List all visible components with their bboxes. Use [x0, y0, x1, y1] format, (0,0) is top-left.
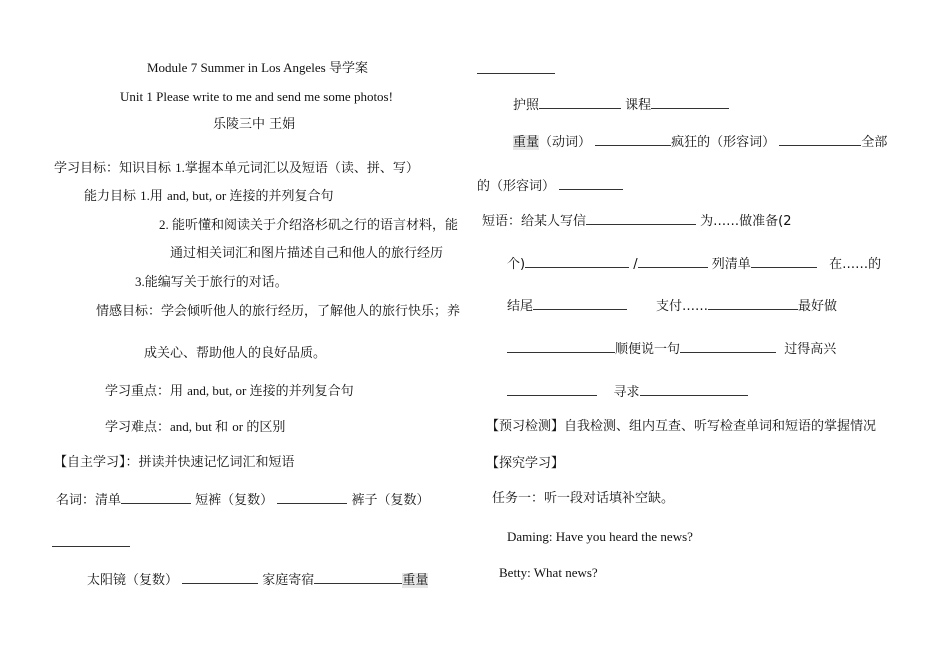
text: 能听懂和阅读关于介绍洛杉矶之行的语言材料，能 [172, 218, 459, 233]
blank-whole[interactable] [559, 177, 623, 190]
nouns-line-1 [56, 491, 429, 509]
blank-list[interactable] [121, 491, 191, 504]
document-title [147, 60, 368, 77]
blank-trousers[interactable] [52, 534, 130, 547]
emotion-objective: 情感目标：学会倾听他人的旅行经历，了解他人的旅行快乐；养 [96, 304, 461, 319]
phrase-had-better: 最好做 [797, 299, 837, 314]
en1: and, but [170, 419, 216, 434]
conjunctions: and, but, or [167, 188, 230, 203]
phrase-end-of: 在……的 [829, 257, 882, 272]
word-course: 课程 [625, 98, 652, 113]
num: 1. [175, 160, 185, 175]
ability-objective-2 [159, 217, 458, 234]
word-passport: 护照 [513, 98, 540, 113]
blank-by-the-way[interactable] [680, 340, 776, 353]
nouns-label: 名词： [56, 493, 96, 508]
pre: 用 [149, 189, 168, 204]
phrases-line-5 [507, 383, 748, 401]
label: 学习目标：知识目标 [54, 161, 176, 176]
label: 学习重点： [105, 384, 171, 399]
word-whole: 全部 [861, 135, 888, 150]
blank-homestay[interactable] [314, 571, 402, 584]
adj-label: 的（形容词） [477, 179, 556, 194]
phrase-by-the-way: 顺便说一句 [615, 342, 681, 357]
preview-check-heading: 【预习检测】自我检测、组内互查、听写检查单词和短语的掌握情况 [486, 419, 877, 434]
pre: 用 [170, 384, 188, 399]
label: 能力目标 [84, 189, 141, 204]
phrase-prepare-for: 为……做准备(2 [700, 214, 792, 229]
blank-weight[interactable] [477, 61, 555, 74]
emotion-objective-cont: 成关心、帮助他人的良好品质。 [144, 346, 327, 361]
learning-difficulty [105, 419, 285, 436]
post: 连接的并列复合句 [249, 384, 354, 399]
num: 1. [140, 188, 150, 203]
blank-write-to[interactable] [586, 212, 696, 225]
word-list: 清单 [95, 493, 122, 508]
adj-whole-cont [477, 177, 623, 195]
word-homestay: 家庭寄宿 [262, 573, 315, 588]
blank-weigh[interactable] [595, 133, 671, 146]
dialogue-line-2: Betty: What news? [499, 565, 598, 580]
blank-have-fun[interactable] [507, 383, 597, 396]
blank-sunglasses[interactable] [182, 571, 258, 584]
en2: or [232, 419, 247, 434]
blank-passport[interactable] [539, 96, 621, 109]
label: 学习难点： [105, 420, 171, 435]
learning-focus [105, 383, 354, 400]
phrase-write-to: 给某人写信 [521, 214, 587, 229]
blank-end-of[interactable] [533, 297, 627, 310]
text: 能编写关于旅行的对话。 [144, 275, 288, 290]
task-1: 任务一：听一段对话填补空缺。 [492, 491, 675, 506]
ability-objective-2-cont: 通过相关词汇和图片描述自己和他人的旅行经历 [170, 246, 444, 261]
unit-title: Unit 1 Please write to me and send me some photos! [120, 89, 393, 104]
phrases-line-3 [507, 297, 837, 315]
ability-objective-3 [135, 274, 288, 291]
dialogue-line-1: Daming: Have you heard the news? [507, 529, 693, 544]
word-weigh: 重量 [513, 135, 540, 150]
nouns-line-3 [87, 571, 428, 589]
post: 连接的并列复合句 [229, 189, 334, 204]
num: 2. [159, 217, 172, 232]
blank-prepare-1[interactable] [525, 255, 629, 268]
nouns-line-2 [52, 534, 130, 552]
verb-label: （动词） [539, 135, 592, 150]
self-study-heading: 【自主学习】：拼读并快速记忆词汇和短语 [54, 455, 295, 470]
phrase-end-of-cont: 结尾 [507, 299, 534, 314]
knowledge-objective [54, 160, 419, 177]
word-weight: 重量 [402, 573, 429, 588]
weight-blank-line [477, 61, 555, 79]
blank-prepare-2[interactable] [638, 255, 708, 268]
explore-heading: 【探究学习】 [486, 456, 565, 471]
word-trousers: 裤子（复数） [351, 493, 430, 508]
phrase-look-for: 寻求 [613, 385, 640, 400]
conjunctions: and, but, or [187, 383, 250, 398]
phrase-make-list: 列清单 [711, 257, 751, 272]
phrase-prepare-count: 个) [507, 257, 526, 272]
verb-adj-line [513, 133, 887, 151]
title-chinese: 导学案 [329, 61, 369, 76]
text: 掌握本单元词汇以及短语（读、拼、写） [184, 161, 419, 176]
blank-look-for[interactable] [640, 383, 748, 396]
title-english: Module 7 Summer in Los Angeles [147, 60, 329, 75]
blank-crazy[interactable] [779, 133, 861, 146]
blank-make-list[interactable] [751, 255, 817, 268]
word-sunglasses: 太阳镜（复数） [87, 573, 179, 588]
phrases-line-2 [507, 255, 881, 273]
word-crazy: 疯狂的（形容词） [671, 135, 776, 150]
ability-objective-1 [84, 188, 334, 205]
mid: 和 [215, 420, 233, 435]
phrase-have-fun: 过得高兴 [784, 342, 837, 357]
blank-pay-for[interactable] [708, 297, 798, 310]
post: 的区别 [246, 420, 286, 435]
blank-shorts[interactable] [277, 491, 347, 504]
phrases-line-4 [507, 340, 836, 358]
phrases-line-1 [482, 212, 792, 230]
phrase-pay-for: 支付…… [655, 299, 708, 314]
num: 3. [135, 274, 145, 289]
blank-had-better[interactable] [507, 340, 615, 353]
blank-course[interactable] [651, 96, 729, 109]
nouns-line-4 [513, 96, 729, 114]
word-shorts: 短裤（复数） [195, 493, 274, 508]
phrases-label: 短语： [482, 214, 522, 229]
slash: / [633, 257, 638, 272]
author-line: 乐陵三中 王娟 [213, 117, 296, 132]
